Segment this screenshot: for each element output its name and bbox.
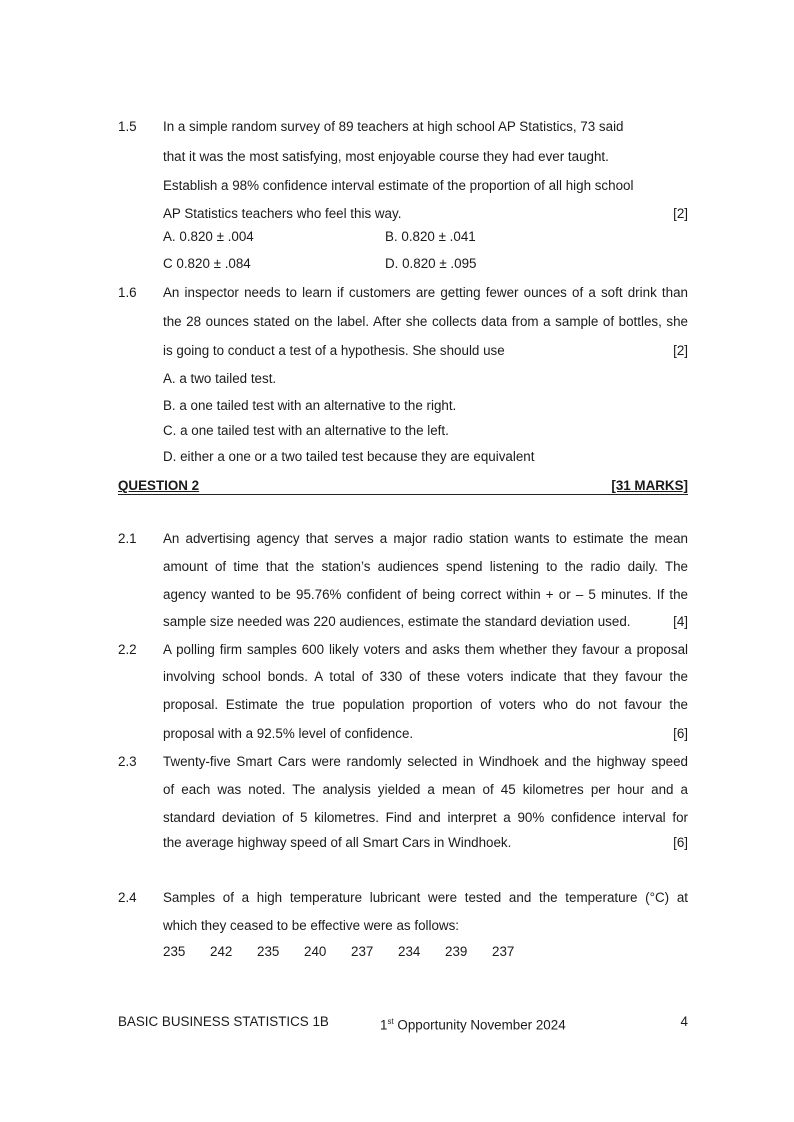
question-text: involving school bonds. A total of 330 of these voters indicate that they favour the: [163, 669, 688, 684]
data-value: 235: [257, 944, 280, 959]
question-text: Establish a 98% confidence interval estimate of the proportion of all high school: [163, 178, 634, 193]
option-c: C 0.820 ± .084: [163, 256, 251, 271]
data-value: 235: [163, 944, 186, 959]
marks: [2]: [673, 206, 688, 221]
option-a: A. 0.820 ± .004: [163, 229, 254, 244]
question-text: proposal. Estimate the true population proportion of voters who do not favour the: [163, 697, 688, 712]
option-a: A. a two tailed test.: [163, 371, 277, 386]
option-c: C. a one tailed test with an alternative to the left.: [163, 423, 449, 438]
question-text: Twenty-five Smart Cars were randomly selected in Windhoek and the highway speed: [163, 754, 688, 769]
option-d: D. 0.820 ± .095: [385, 256, 477, 271]
question-text: proposal with a 92.5% level of confidence.: [163, 726, 414, 741]
footer-opp-text: Opportunity November 2024: [397, 1017, 566, 1033]
option-d: D. either a one or a two tailed test because they are equivalent: [163, 449, 535, 464]
footer-opp-number: 1: [380, 1017, 388, 1033]
marks: [6]: [673, 726, 688, 741]
question-number: 1.6: [118, 285, 137, 300]
data-value: 242: [210, 944, 233, 959]
question-number: 1.5: [118, 119, 137, 134]
question-number: 2.2: [118, 642, 137, 657]
data-value: 240: [304, 944, 327, 959]
data-value: 234: [398, 944, 421, 959]
section-heading: [118, 477, 688, 495]
footer-course: BASIC BUSINESS STATISTICS 1B: [118, 1014, 329, 1029]
question-text: In a simple random survey of 89 teachers at high school AP Statistics, 73 said: [163, 119, 624, 134]
footer-opportunity: [380, 1012, 566, 1032]
option-b: B. 0.820 ± .041: [385, 229, 476, 244]
question-text: which they ceased to be effective were as follows:: [163, 918, 459, 933]
question-text: the average highway speed of all Smart Cars in Windhoek.: [163, 835, 512, 850]
question-text: amount of time that the station’s audiences spend listening to the radio daily. The: [163, 559, 688, 574]
page-number: 4: [680, 1014, 688, 1029]
question-text: An inspector needs to learn if customers are getting fewer ounces of a soft drink than: [163, 285, 688, 300]
data-values: [163, 942, 539, 962]
question-number: 2.1: [118, 531, 137, 546]
question-text: agency wanted to be 95.76% confident of being correct within + or – 5 minutes. If the: [163, 587, 688, 602]
data-value: 237: [492, 944, 515, 959]
question-text: sample size needed was 220 audiences, estimate the standard deviation used.: [163, 614, 631, 629]
data-value: 237: [351, 944, 374, 959]
question-text: standard deviation of 5 kilometres. Find and interpret a 90% confidence interval for: [163, 810, 688, 825]
marks: [2]: [673, 343, 688, 358]
footer-opp-suffix: st: [387, 1017, 394, 1026]
data-value: 239: [445, 944, 468, 959]
question-number: 2.3: [118, 754, 137, 769]
question-number: 2.4: [118, 890, 137, 905]
question-text: that it was the most satisfying, most enjoyable course they had ever taught.: [163, 149, 609, 164]
section-marks: [31 MARKS]: [611, 478, 688, 493]
option-b: B. a one tailed test with an alternative to the right.: [163, 398, 457, 413]
question-text: Samples of a high temperature lubricant were tested and the temperature (°C) at: [163, 890, 688, 905]
question-text: AP Statistics teachers who feel this way.: [163, 206, 402, 221]
question-text: is going to conduct a test of a hypothesis. She should use: [163, 343, 505, 358]
section-title: QUESTION 2: [118, 478, 200, 493]
marks: [6]: [673, 835, 688, 850]
question-text: An advertising agency that serves a major radio station wants to estimate the mean: [163, 531, 688, 546]
marks: [4]: [673, 614, 688, 629]
question-text: the 28 ounces stated on the label. After she collects data from a sample of bottles, she: [163, 314, 688, 329]
question-text: A polling firm samples 600 likely voters and asks them whether they favour a proposal: [163, 642, 688, 657]
question-text: of each was noted. The analysis yielded a mean of 45 kilometres per hour and a: [163, 782, 688, 797]
